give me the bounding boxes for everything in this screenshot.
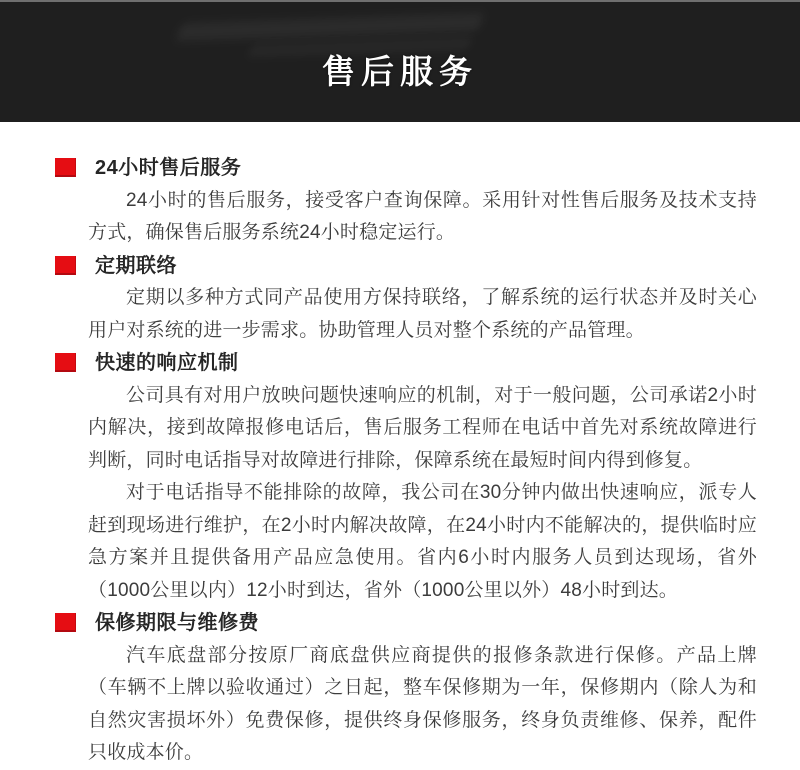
page-title: 售后服务	[322, 52, 478, 90]
section-paragraphs	[88, 282, 757, 347]
section-heading-row	[88, 250, 757, 283]
section-paragraphs	[88, 185, 757, 250]
section-paragraphs	[88, 640, 757, 770]
service-section	[88, 607, 757, 770]
section-heading-row	[88, 152, 757, 185]
service-section	[88, 152, 757, 250]
section-paragraph: 对于电话指导不能排除的故障，我公司在30分钟内做出快速响应，派专人赶到现场进行维护，在2小时内解决故障，在24小时内不能解决的，提供临时应急方案并且提供备用产品应急使用。省内6小时内服务人员到达现场，省外（1000公里以内）12小时到达，省外（1000公里以外）48小时到达。	[88, 482, 757, 601]
section-heading-row	[88, 607, 757, 640]
section-title: 24小时售后服务	[95, 157, 242, 179]
sections	[0, 122, 800, 770]
section-title: 定期联络	[95, 254, 177, 277]
section-paragraph: 汽车底盘部分按原厂商底盘供应商提供的报修条款进行保修。产品上牌（车辆不上牌以验收通过）之日起，整车保修期为一年，保修期内（除人为和自然灾害损坏外）免费保修，提供终身保修服务，终身负责维修、保养，配件只收成本价。	[88, 644, 757, 763]
section-paragraph: 定期以多种方式同产品使用方保持联络，了解系统的运行状态并及时关心用户对系统的进一步需求。协助管理人员对整个系统的产品管理。	[88, 287, 757, 341]
red-square-bullet-icon	[55, 353, 76, 372]
section-paragraphs	[88, 380, 757, 608]
section-heading-row	[88, 347, 757, 380]
red-square-bullet-icon	[55, 613, 76, 632]
section-paragraph: 24小时的售后服务，接受客户查询保障。采用针对性售后服务及技术支持方式，确保售后服务系统24小时稳定运行。	[88, 189, 757, 243]
section-title: 保修期限与维修费	[95, 612, 259, 634]
service-section	[88, 250, 757, 348]
header-banner	[0, 0, 800, 122]
section-title: 快速的响应机制	[95, 352, 239, 374]
red-square-bullet-icon	[55, 256, 76, 275]
section-paragraph: 公司具有对用户放映问题快速响应的机制，对于一般问题，公司承诺2小时内解决，接到故障报修电话后，售后服务工程师在电话中首先对系统故障进行判断，同时电话指导对故障进行排除，保障系统在最短时间内得到修复。	[88, 384, 757, 471]
red-square-bullet-icon	[55, 158, 76, 177]
service-section	[88, 347, 757, 607]
